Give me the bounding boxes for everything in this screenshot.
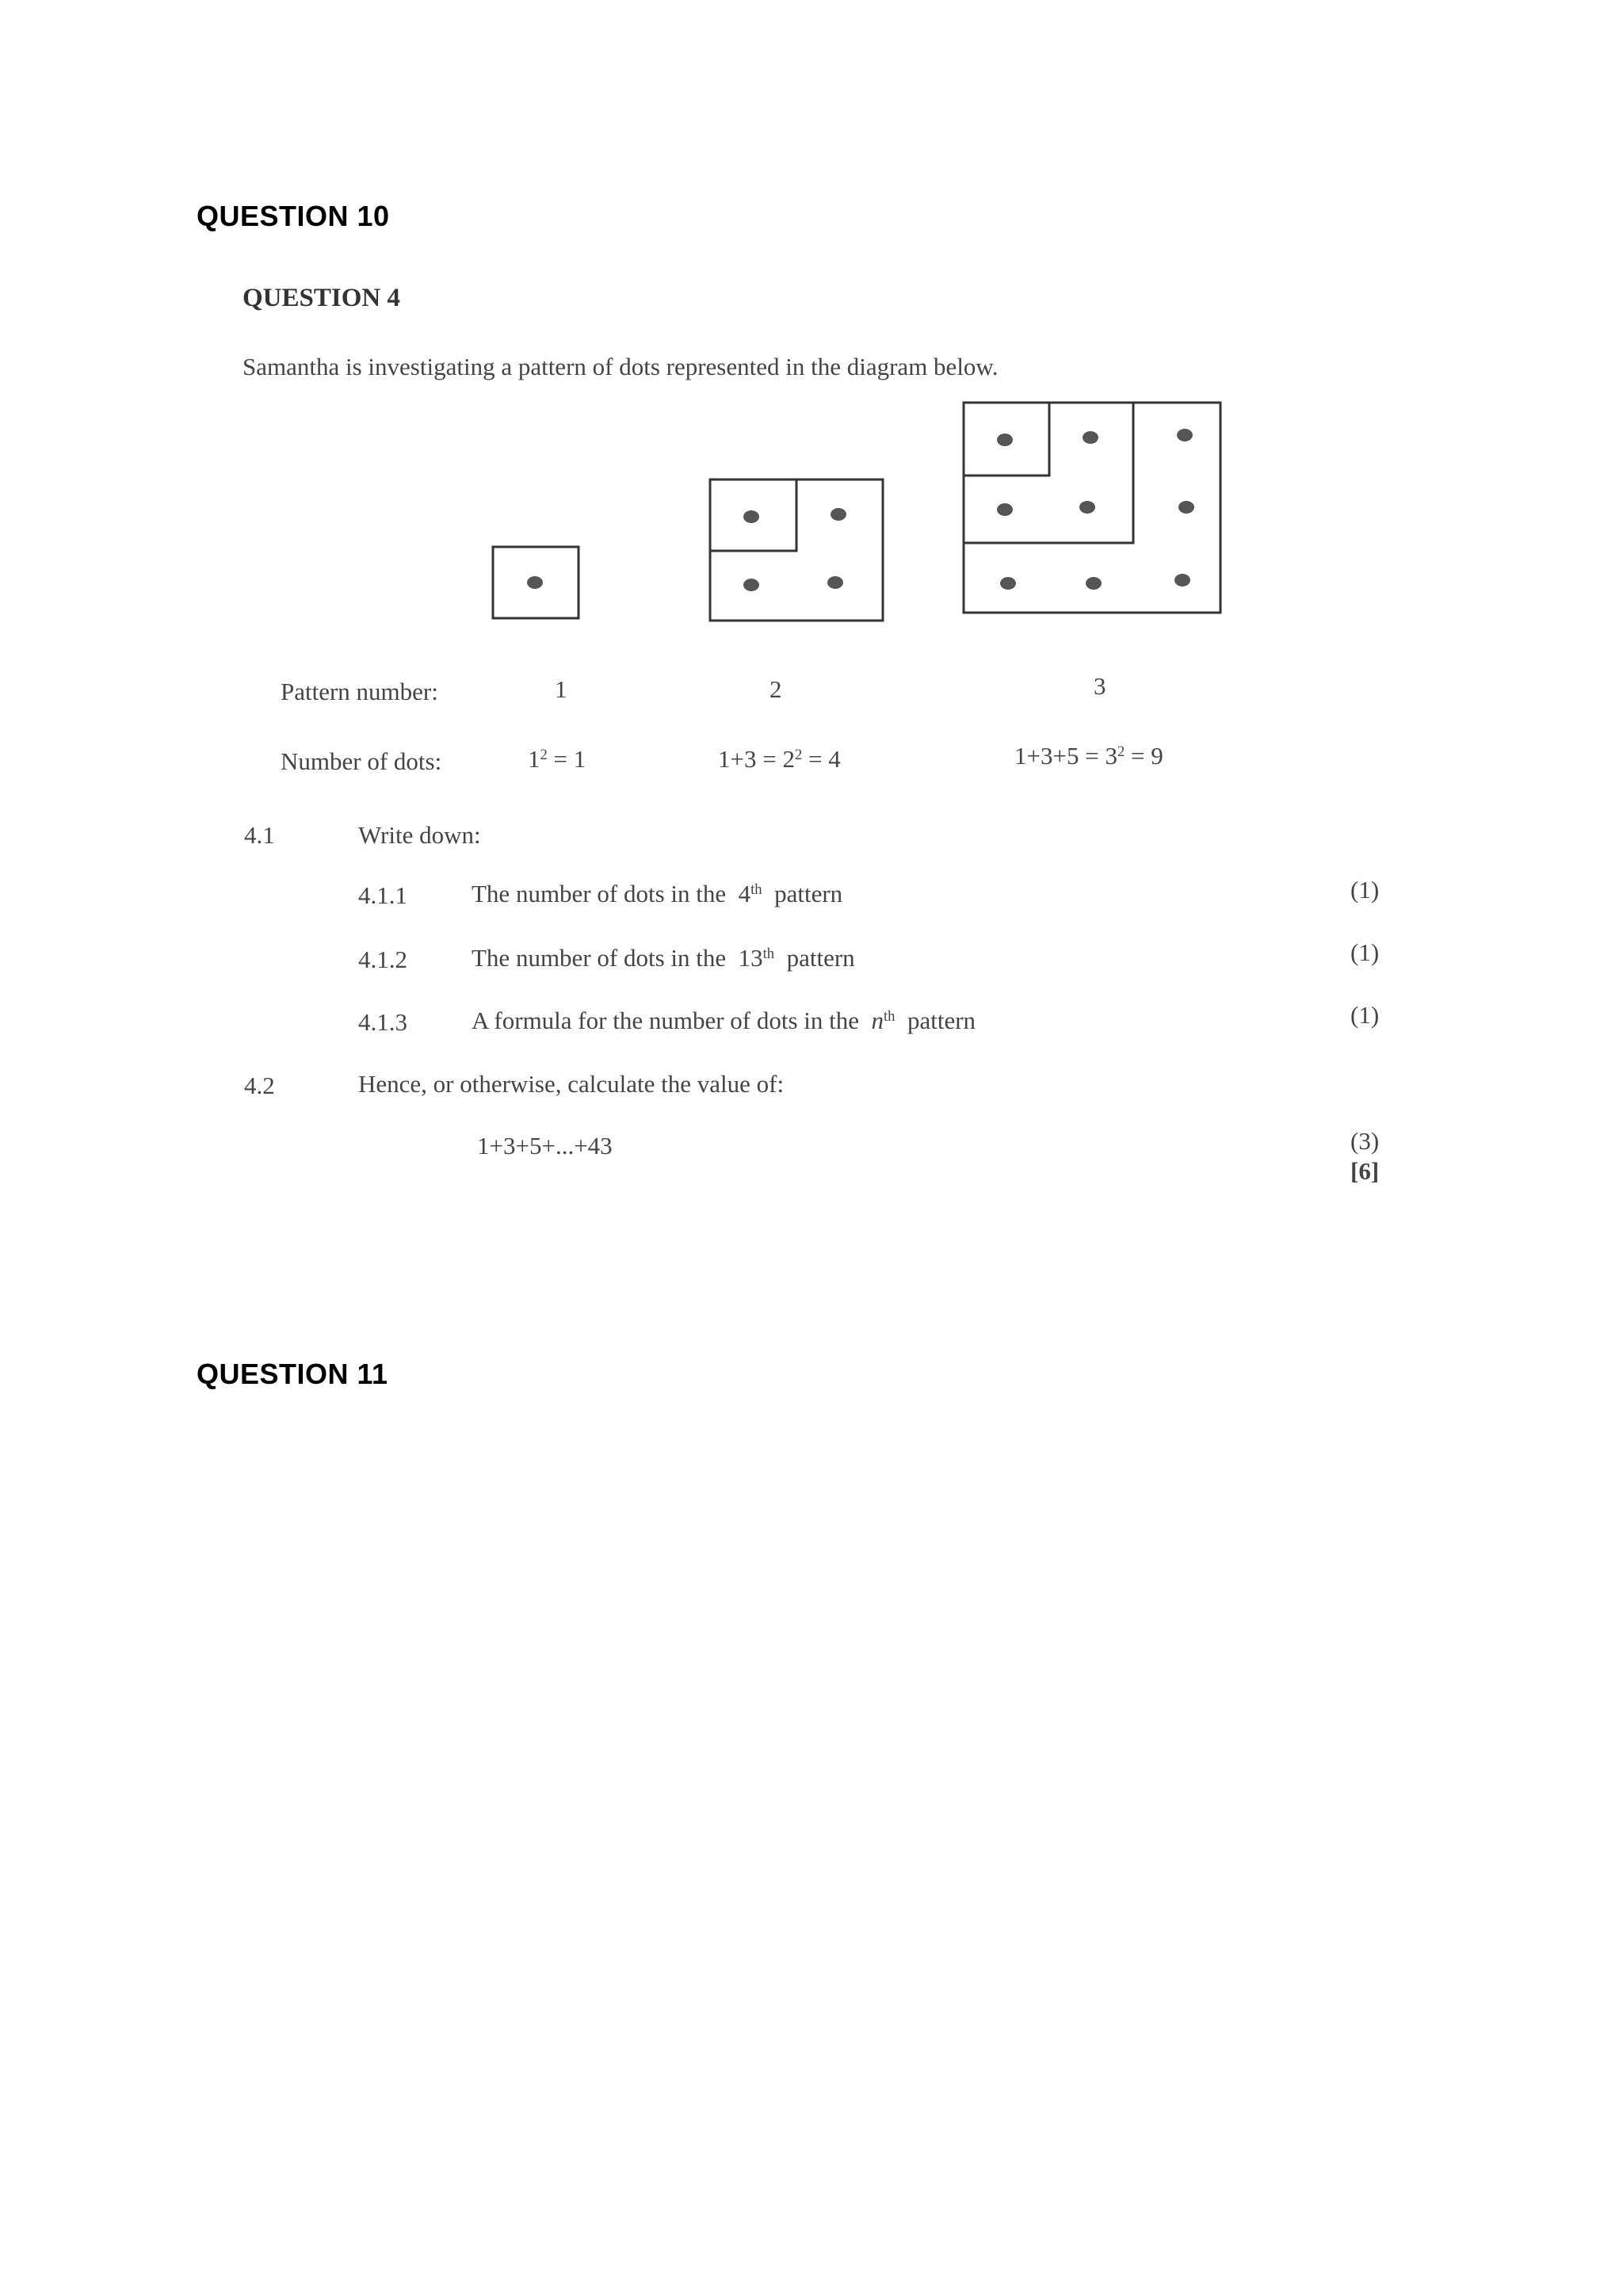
question-4-1-1-marks: (1) [1350, 876, 1380, 904]
dot [1079, 501, 1095, 514]
question-4-1-2-text: The number of dots in the 13th pattern [472, 944, 855, 972]
pattern-number-3: 3 [1094, 672, 1106, 700]
pattern-number-2: 2 [769, 675, 782, 703]
dots-formula-2: $1+3 = 2^2 = 4$ [718, 745, 841, 773]
pattern-number-label: Pattern number: [281, 678, 438, 705]
question-11-heading: QUESTION 11 [197, 1358, 388, 1390]
dot [1086, 577, 1102, 590]
dot [1083, 431, 1098, 444]
pattern-number-1: 1 [555, 675, 567, 703]
dot [1177, 429, 1193, 441]
dot [831, 508, 846, 521]
dot [997, 503, 1013, 516]
series-expression: 1+3+5+...+43 [477, 1132, 613, 1159]
question-4-1-number: 4.1 [244, 821, 275, 849]
question-4-2-number: 4.2 [244, 1072, 275, 1099]
dot [1174, 574, 1190, 586]
question-4-1-1-text: The number of dots in the 4th pattern [472, 880, 843, 907]
dot [527, 576, 543, 589]
question-4-1-2-marks: (1) [1350, 938, 1380, 966]
dot [1178, 501, 1194, 514]
question-4-1-text: Write down: [358, 821, 481, 849]
question-4-1-3-number: 4.1.3 [358, 1008, 407, 1036]
question-4-title: QUESTION 4 [242, 284, 400, 312]
dots-formula-1: $1^2 = 1$ [528, 745, 586, 773]
dot [1000, 577, 1016, 590]
dot [743, 510, 759, 523]
question-4-1-3-text: A formula for the number of dots in the $n^{th}$ pattern [472, 1007, 976, 1034]
dot [827, 576, 843, 589]
question-4-1-3-marks: (1) [1350, 1001, 1380, 1029]
question-4-2-text: Hence, or otherwise, calculate the value of: [358, 1070, 785, 1098]
question-10-heading: QUESTION 10 [197, 200, 390, 232]
question-4-2-marks: (3) [1350, 1127, 1380, 1155]
dot [997, 434, 1013, 446]
dot [743, 579, 759, 591]
total-marks: [6] [1350, 1157, 1380, 1185]
question-4-1-2-number: 4.1.2 [358, 946, 407, 973]
dots-formula-3: $1+3+5 = 3^2 = 9$ [1014, 742, 1163, 770]
number-of-dots-label: Number of dots: [281, 747, 442, 775]
intro-text: Samantha is investigating a pattern of dots represented in the diagram below. [242, 353, 999, 380]
question-4-1-1-number: 4.1.1 [358, 881, 407, 909]
